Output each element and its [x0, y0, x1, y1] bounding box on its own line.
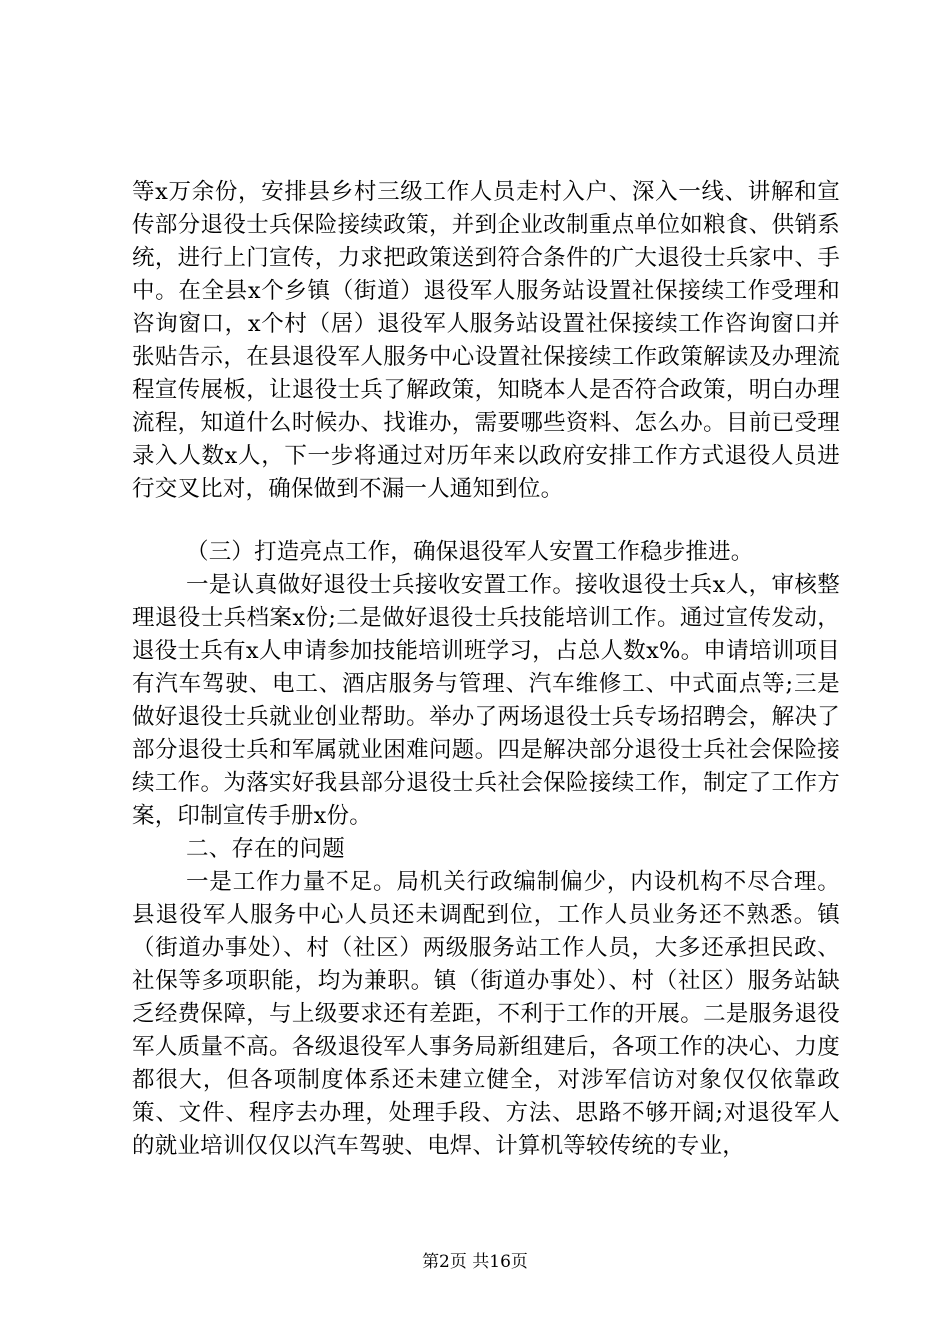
document-body [132, 176, 840, 1163]
section-heading-problems: 二、存在的问题 [186, 836, 345, 862]
section-heading-highlights: （三）打造亮点工作，确保退役军人安置工作稳步推进。 [186, 539, 754, 565]
paragraph-placement-work: 一是认真做好退役士兵接收安置工作。接收退役士兵x人，审核整理退役士兵档案x份;二是做好退役士兵技能培训工作。通过宣传发动，退役士兵有x人申请参加技能培训班学习，占总人数x%。申请培训项目有汽车驾驶、电工、酒店服务与管理、汽车维修工、中式面点等;三是做好退役士兵就业创业帮助。举办了两场退役士兵专场招聘会，解决了部分退役士兵和军属就业困难问题。四是解决部分退役士兵社会保险接续工作。为落实好我县部分退役士兵社会保险接续工作，制定了工作方案，印制宣传手册x份。 [132, 572, 840, 829]
paragraph-problems: 一是工作力量不足。局机关行政编制偏少，内设机构不尽合理。县退役军人服务中心人员还未调配到位，工作人员业务还不熟悉。镇（街道办事处）、村（社区）两级服务站工作人员，大多还承担民政、社保等多项职能，均为兼职。镇（街道办事处）、村（社区）服务站缺乏经费保障，与上级要求还有差距，不利于工作的开展。二是服务退役军人质量不高。各级退役军人事务局新组建后，各项工作的决心、力度都很大，但各项制度体系还未建立健全，对涉军信访对象仅仅依靠政策、文件、程序去办理，处理手段、方法、思路不够开阔;对退役军人的就业培训仅仅以汽车驾驶、电焊、计算机等较传统的专业， [132, 869, 840, 1159]
page-footer: 第2页 共16页 [422, 1252, 528, 1272]
paragraph-outreach: 等x万余份，安排县乡村三级工作人员走村入户、深入一线、讲解和宣传部分退役士兵保险接续政策，并到企业改制重点单位如粮食、供销系统，进行上门宣传，力求把政策送到符合条件的广大退役士兵家中、手中。在全县x个乡镇（街道）退役军人服务站设置社保接续工作受理和咨询窗口，x个村（居）退役军人服务站设置社保接续工作咨询窗口并张贴告示，在县退役军人服务中心设置社保接续工作政策解读及办理流程宣传展板，让退役士兵了解政策，知晓本人是否符合政策，明白办理流程，知道什么时候办、找谁办，需要哪些资料、怎么办。目前已受理录入人数x人，下一步将通过对历年来以政府安排工作方式退役人员进行交叉比对，确保做到不漏一人通知到位。 [132, 179, 840, 502]
